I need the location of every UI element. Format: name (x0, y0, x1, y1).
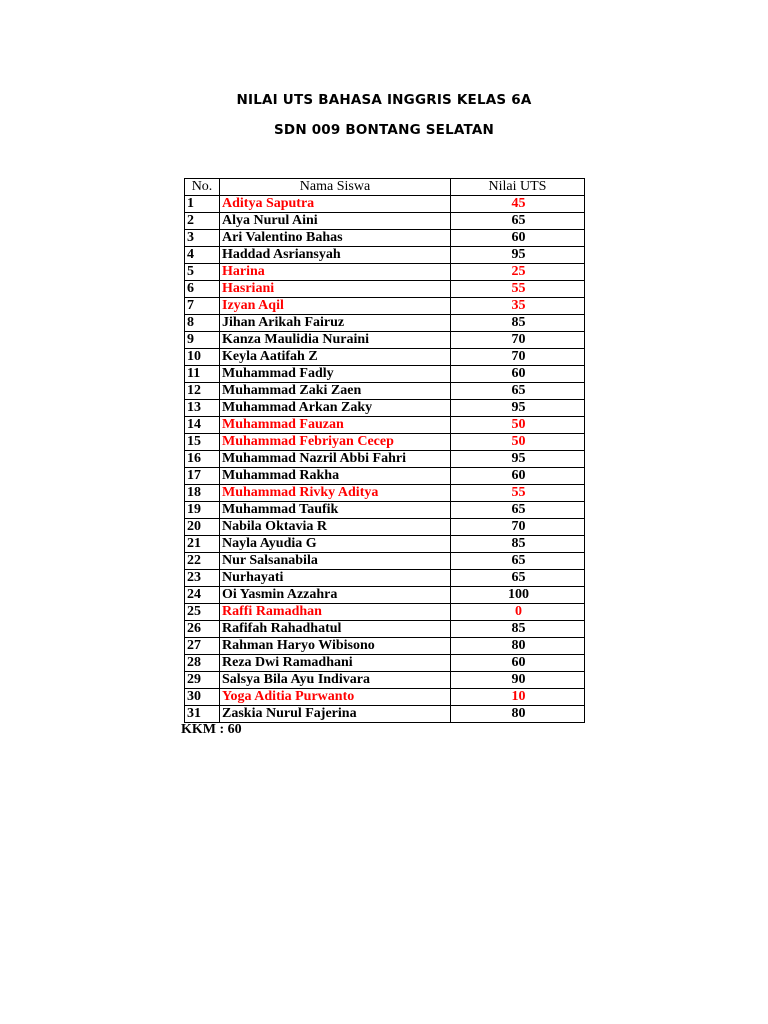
table-row (185, 332, 585, 349)
cell-score: 85 (451, 315, 585, 332)
grades-table (184, 178, 585, 723)
table-row (185, 638, 585, 655)
cell-no: 31 (185, 706, 220, 723)
cell-name: Nabila Oktavia R (220, 519, 451, 536)
cell-no: 27 (185, 638, 220, 655)
cell-name: Salsya Bila Ayu Indivara (220, 672, 451, 689)
cell-name: Hasriani (220, 281, 451, 298)
table-row (185, 434, 585, 451)
cell-name: Aditya Saputra (220, 196, 451, 213)
cell-name: Raffi Ramadhan (220, 604, 451, 621)
cell-no: 9 (185, 332, 220, 349)
cell-no: 22 (185, 553, 220, 570)
table-row (185, 196, 585, 213)
table-row (185, 247, 585, 264)
table-row (185, 281, 585, 298)
cell-name: Muhammad Zaki Zaen (220, 383, 451, 400)
cell-score: 95 (451, 247, 585, 264)
table-row (185, 519, 585, 536)
cell-score: 25 (451, 264, 585, 281)
cell-score: 50 (451, 417, 585, 434)
table-row (185, 485, 585, 502)
cell-no: 26 (185, 621, 220, 638)
cell-no: 23 (185, 570, 220, 587)
cell-score: 10 (451, 689, 585, 706)
header-no: No. (185, 179, 220, 196)
table-header-row (185, 179, 585, 196)
cell-score: 65 (451, 383, 585, 400)
cell-name: Oi Yasmin Azzahra (220, 587, 451, 604)
cell-score: 70 (451, 349, 585, 366)
cell-no: 5 (185, 264, 220, 281)
table-row (185, 604, 585, 621)
cell-name: Nur Salsanabila (220, 553, 451, 570)
cell-name: Harina (220, 264, 451, 281)
cell-score: 70 (451, 332, 585, 349)
table-row (185, 570, 585, 587)
cell-score: 35 (451, 298, 585, 315)
cell-name: Nurhayati (220, 570, 451, 587)
cell-no: 15 (185, 434, 220, 451)
cell-no: 17 (185, 468, 220, 485)
table-row (185, 553, 585, 570)
kkm-note: KKM : 60 (181, 722, 242, 737)
table-row (185, 383, 585, 400)
cell-no: 14 (185, 417, 220, 434)
cell-name: Alya Nurul Aini (220, 213, 451, 230)
cell-score: 50 (451, 434, 585, 451)
cell-no: 8 (185, 315, 220, 332)
table-row (185, 213, 585, 230)
cell-score: 100 (451, 587, 585, 604)
cell-name: Muhammad Fadly (220, 366, 451, 383)
table-row (185, 655, 585, 672)
cell-no: 12 (185, 383, 220, 400)
document-title: NILAI UTS BAHASA INGGRIS KELAS 6A (236, 92, 532, 108)
header-score: Nilai UTS (451, 179, 585, 196)
cell-score: 0 (451, 604, 585, 621)
cell-no: 18 (185, 485, 220, 502)
cell-score: 95 (451, 400, 585, 417)
table-row (185, 400, 585, 417)
cell-name: Haddad Asriansyah (220, 247, 451, 264)
cell-score: 65 (451, 553, 585, 570)
cell-name: Muhammad Febriyan Cecep (220, 434, 451, 451)
cell-name: Kanza Maulidia Nuraini (220, 332, 451, 349)
cell-no: 11 (185, 366, 220, 383)
cell-no: 29 (185, 672, 220, 689)
cell-no: 19 (185, 502, 220, 519)
table-row (185, 417, 585, 434)
cell-no: 20 (185, 519, 220, 536)
cell-no: 28 (185, 655, 220, 672)
cell-score: 65 (451, 570, 585, 587)
cell-score: 65 (451, 213, 585, 230)
cell-no: 30 (185, 689, 220, 706)
table-body (185, 196, 585, 723)
cell-score: 45 (451, 196, 585, 213)
cell-score: 60 (451, 655, 585, 672)
table-row (185, 298, 585, 315)
table-row (185, 587, 585, 604)
cell-score: 65 (451, 502, 585, 519)
cell-score: 95 (451, 451, 585, 468)
cell-name: Muhammad Taufik (220, 502, 451, 519)
cell-name: Muhammad Fauzan (220, 417, 451, 434)
table-row (185, 706, 585, 723)
cell-score: 80 (451, 706, 585, 723)
table-row (185, 230, 585, 247)
cell-no: 2 (185, 213, 220, 230)
cell-no: 4 (185, 247, 220, 264)
cell-no: 7 (185, 298, 220, 315)
cell-no: 16 (185, 451, 220, 468)
cell-no: 24 (185, 587, 220, 604)
cell-score: 60 (451, 230, 585, 247)
cell-no: 10 (185, 349, 220, 366)
cell-no: 3 (185, 230, 220, 247)
cell-name: Nayla Ayudia G (220, 536, 451, 553)
cell-no: 21 (185, 536, 220, 553)
table-row (185, 315, 585, 332)
table-row (185, 366, 585, 383)
cell-name: Ari Valentino Bahas (220, 230, 451, 247)
cell-name: Muhammad Rivky Aditya (220, 485, 451, 502)
cell-name: Jihan Arikah Fairuz (220, 315, 451, 332)
table-row (185, 349, 585, 366)
cell-name: Rahman Haryo Wibisono (220, 638, 451, 655)
cell-score: 55 (451, 281, 585, 298)
cell-no: 6 (185, 281, 220, 298)
cell-no: 1 (185, 196, 220, 213)
cell-score: 60 (451, 366, 585, 383)
table-row (185, 468, 585, 485)
table-row (185, 502, 585, 519)
cell-score: 60 (451, 468, 585, 485)
table-row (185, 689, 585, 706)
table-row (185, 672, 585, 689)
header-name: Nama Siswa (220, 179, 451, 196)
cell-score: 70 (451, 519, 585, 536)
table-row (185, 451, 585, 468)
cell-score: 90 (451, 672, 585, 689)
cell-score: 80 (451, 638, 585, 655)
cell-name: Reza Dwi Ramadhani (220, 655, 451, 672)
table-row (185, 264, 585, 281)
cell-no: 25 (185, 604, 220, 621)
cell-no: 13 (185, 400, 220, 417)
table-row (185, 621, 585, 638)
cell-score: 55 (451, 485, 585, 502)
cell-name: Muhammad Nazril Abbi Fahri (220, 451, 451, 468)
table-row (185, 536, 585, 553)
cell-name: Rafifah Rahadhatul (220, 621, 451, 638)
cell-score: 85 (451, 621, 585, 638)
cell-name: Muhammad Arkan Zaky (220, 400, 451, 417)
cell-name: Zaskia Nurul Fajerina (220, 706, 451, 723)
school-name: SDN 009 BONTANG SELATAN (273, 122, 494, 138)
cell-score: 85 (451, 536, 585, 553)
cell-name: Keyla Aatifah Z (220, 349, 451, 366)
cell-name: Izyan Aqil (220, 298, 451, 315)
cell-name: Yoga Aditia Purwanto (220, 689, 451, 706)
cell-name: Muhammad Rakha (220, 468, 451, 485)
